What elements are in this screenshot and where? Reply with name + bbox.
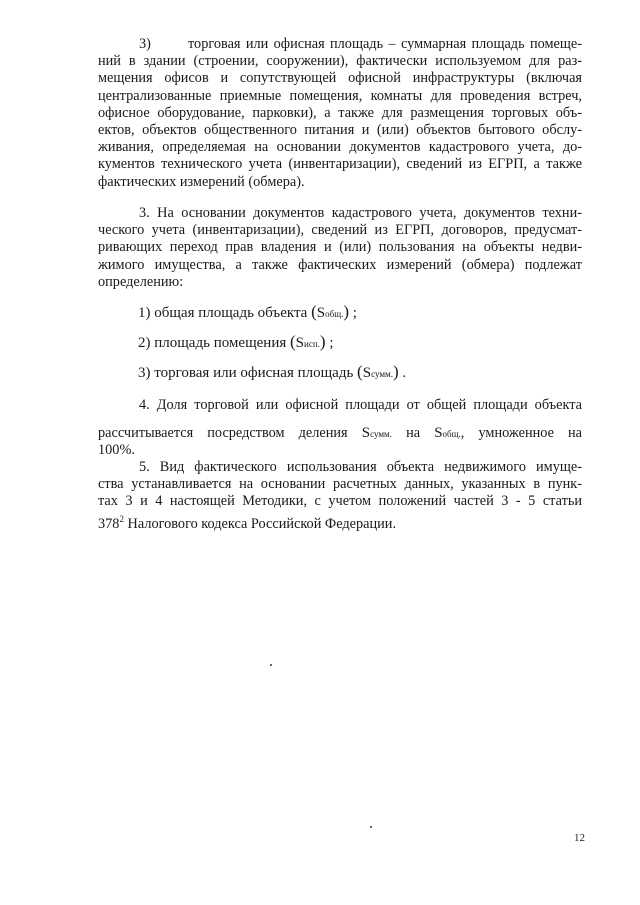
paragraph-3-definition bbox=[98, 36, 582, 191]
text-line: ривающих переход прав владения и (или) пользования на объекты недви- bbox=[98, 239, 582, 256]
text-line: определению: bbox=[98, 273, 184, 290]
scan-speck bbox=[370, 826, 372, 828]
item-number: 3) bbox=[139, 36, 151, 52]
text-line: жимого имущества, а также фактических измерений (обмера) подлежат bbox=[98, 256, 582, 273]
text-line: 3) торговая или офисная площадь – суммарная площадь помеще- bbox=[139, 36, 582, 52]
text-line: живания, определяемая на основании документов кадастрового учета, до- bbox=[98, 139, 582, 156]
text-line: ческого учета (инвентаризации), сведений из ЕГРП, договоров, предусмат- bbox=[98, 222, 582, 239]
text-line: фактических измерений (обмера). bbox=[98, 173, 305, 190]
scan-speck bbox=[270, 664, 272, 666]
text-line: 100%. bbox=[98, 442, 135, 459]
list-item: 1) общая площадь объекта (Sобщ.) ; bbox=[138, 302, 357, 321]
text-line: кументов технического учета (инвентаризации), сведений из ЕГРП, а также bbox=[98, 156, 582, 173]
text-line: ний в здании (строении, сооружении), фактически используемом для раз- bbox=[98, 53, 582, 70]
text-line: офисное оборудование, парковки), а также для размещения торговых объ- bbox=[98, 104, 582, 121]
text-line: централизованные приемные помещения, комнаты для проведения встреч, bbox=[98, 87, 582, 104]
text-line: тах 3 и 4 настоящей Методики, с учетом положений частей 3 - 5 статьи bbox=[98, 493, 582, 510]
text-line: 5. Вид фактического использования объекта недвижимого имуще- bbox=[139, 459, 582, 475]
list-item: 2) площадь помещения (Sисп.) ; bbox=[138, 332, 334, 351]
paragraph-point-3 bbox=[98, 205, 582, 291]
list-item: 3) торговая или офисная площадь (Sсумм.) . bbox=[138, 362, 407, 381]
text-line: $378^2$ Налогового кодекса Российской Федерации. bbox=[98, 513, 397, 532]
text-line: ства устанавливается на основании расчетных данных, указанных в пунк- bbox=[98, 476, 582, 493]
text-line: 3. На основании документов кадастрового учета, документов техни- bbox=[139, 205, 582, 221]
text-line: ектов, объектов общественного питания и (или) объектов бытового обслу- bbox=[98, 121, 582, 138]
paragraph-point-4 bbox=[98, 397, 582, 460]
page-number: 12 bbox=[574, 832, 585, 844]
text-line-formula: рассчитывается посредством деления Sсумм. на Sобщ., умноженное на bbox=[98, 425, 583, 442]
text-line: мещения офисов и сопутствующей офисной инфраструктуры (включая bbox=[98, 70, 582, 87]
text-line: 4. Доля торговой или офисной площади от общей площади объекта bbox=[139, 397, 582, 413]
paragraph-point-5 bbox=[98, 459, 582, 532]
